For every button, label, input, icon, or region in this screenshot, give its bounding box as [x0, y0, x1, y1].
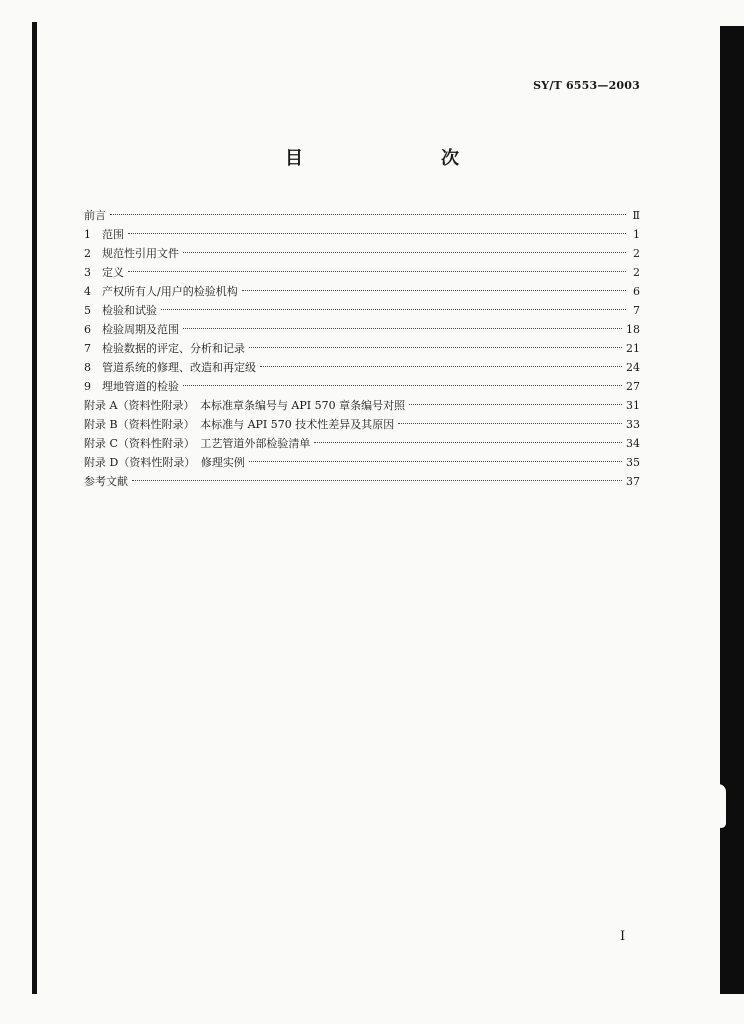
toc-entry-label: 2 规范性引用文件	[84, 247, 179, 260]
toc-leader-dots	[183, 252, 626, 253]
toc-entry[interactable]	[84, 206, 640, 225]
toc-leader-dots	[398, 423, 622, 424]
toc-entry-label: 附录 D（资料性附录） 修理实例	[84, 456, 245, 469]
toc-entry-label: 8 管道系统的修理、改造和再定级	[84, 361, 256, 374]
toc-leader-dots	[409, 404, 622, 405]
toc-leader-dots	[242, 290, 626, 291]
toc-entry[interactable]	[84, 434, 640, 453]
toc-entry-label: 附录 B（资料性附录） 本标准与 API 570 技术性差异及其原因	[84, 418, 395, 431]
scan-border-notch	[712, 784, 726, 828]
toc-entry-page: Ⅱ	[632, 209, 640, 222]
toc-entry-page: 21	[626, 342, 640, 355]
toc-entry[interactable]	[84, 415, 640, 434]
toc-leader-dots	[249, 347, 622, 348]
toc-entry-label: 7 检验数据的评定、分析和记录	[84, 342, 245, 355]
toc-leader-dots	[110, 214, 626, 215]
toc-entry-page: 2	[633, 266, 640, 279]
toc-entry-page: 24	[626, 361, 640, 374]
toc-entry-label: 6 检验周期及范围	[84, 323, 179, 336]
toc-entry-label: 9 埋地管道的检验	[84, 380, 179, 393]
toc-leader-dots	[128, 233, 626, 234]
toc-leader-dots	[249, 461, 622, 462]
toc-entry-page: 34	[626, 437, 640, 450]
toc-entry-label: 5 检验和试验	[84, 304, 157, 317]
toc-entry[interactable]	[84, 339, 640, 358]
toc-entry-label: 4 产权所有人/用户的检验机构	[84, 285, 238, 298]
toc-entry[interactable]	[84, 301, 640, 320]
toc-entry[interactable]	[84, 472, 640, 491]
toc-entry-page: 1	[633, 228, 640, 241]
standard-number: SY/T 6553—2003	[533, 79, 640, 92]
page-title: 目 次	[285, 148, 493, 169]
toc-leader-dots	[161, 309, 626, 310]
toc-entry-label: 前言	[84, 209, 106, 222]
toc-entry-page: 27	[626, 380, 640, 393]
table-of-contents	[84, 206, 640, 491]
toc-leader-dots	[260, 366, 622, 367]
toc-entry-label: 1 范围	[84, 228, 124, 241]
toc-entry[interactable]	[84, 377, 640, 396]
toc-leader-dots	[183, 385, 622, 386]
toc-entry-page: 18	[626, 323, 640, 336]
toc-leader-dots	[132, 480, 622, 481]
toc-leader-dots	[183, 328, 622, 329]
toc-entry-page: 37	[626, 475, 640, 488]
toc-entry-page: 35	[626, 456, 640, 469]
toc-entry[interactable]	[84, 396, 640, 415]
toc-entry[interactable]	[84, 320, 640, 339]
page-number: I	[620, 929, 626, 944]
toc-entry[interactable]	[84, 263, 640, 282]
toc-entry-page: 33	[626, 418, 640, 431]
toc-entry-page: 7	[633, 304, 640, 317]
toc-entry[interactable]	[84, 282, 640, 301]
toc-entry-label: 附录 C（资料性附录） 工艺管道外部检验清单	[84, 437, 311, 450]
toc-entry-label: 3 定义	[84, 266, 124, 279]
toc-leader-dots	[128, 271, 626, 272]
toc-entry-label: 参考文献	[84, 475, 128, 488]
toc-entry-page: 31	[626, 399, 640, 412]
toc-entry[interactable]	[84, 225, 640, 244]
scan-border-right	[720, 26, 744, 994]
toc-leader-dots	[314, 442, 622, 443]
toc-entry[interactable]	[84, 244, 640, 263]
toc-entry-label: 附录 A（资料性附录） 本标准章条编号与 API 570 章条编号对照	[84, 399, 406, 412]
toc-entry[interactable]	[84, 453, 640, 472]
toc-entry[interactable]	[84, 358, 640, 377]
toc-entry-page: 2	[633, 247, 640, 260]
toc-entry-page: 6	[633, 285, 640, 298]
